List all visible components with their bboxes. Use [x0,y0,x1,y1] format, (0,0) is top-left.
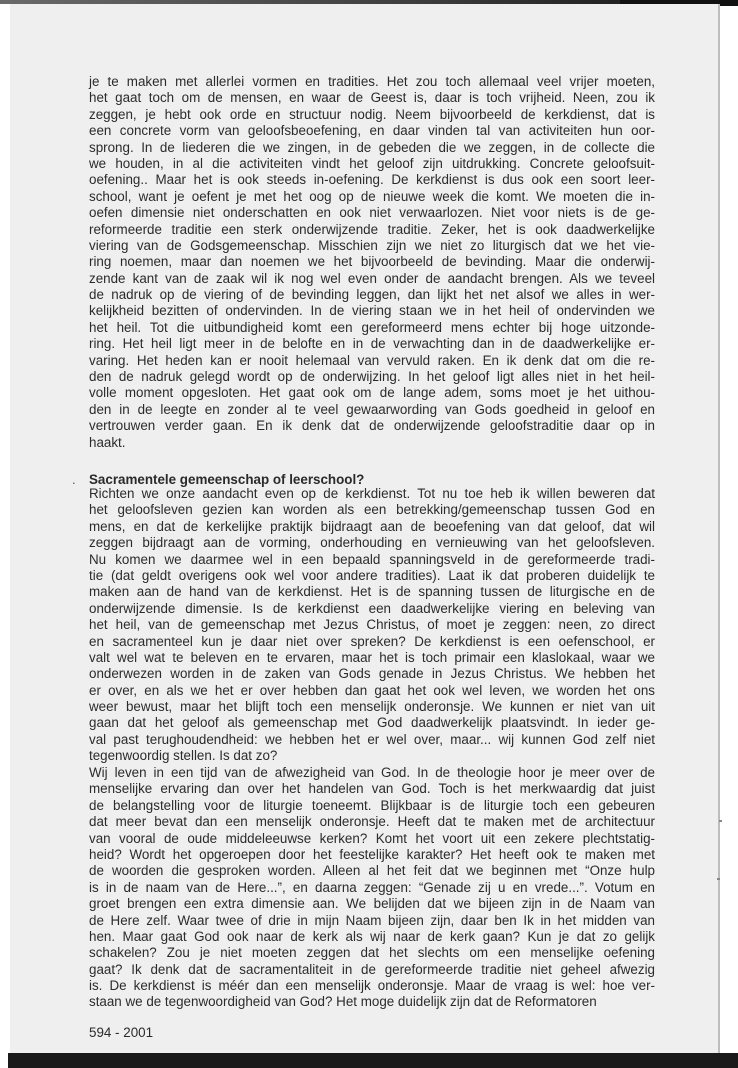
text-line: gaat? Ik denk dat de sacramentaliteit in de gereformeerde traditie niet geheel afwezig [89,961,655,977]
text-line: reformeerde traditie een sterk onderwijzende traditie. Zeker, het is ook daadwerkelijke [89,221,655,237]
scan-mark [719,820,722,822]
text-line: menselijke ervaring dan over het handelen van God. Toch is het merkwaardig dat juist [89,781,655,797]
text-line: tie (dat geldt overigens ook wel voor andere tradities). Laat ik dat proberen duidelijk te [89,567,655,583]
text-line: het gaat toch om de mensen, en waar de Geest is, daar is toch vrijheid. Neen, zou ik [89,90,655,106]
text-line: valt wel wat te beleven en te ervaren, maar het is toch primair een klaslokaal, waar we [89,649,655,665]
text-line: sprong. In de liederen die we zingen, in de gebeden die we zeggen, in de collecte die [89,139,655,155]
text-line: de belangstelling voor de liturgie toeneemt. Blijkbaar is de liturgie toch een gebeuren [89,797,655,813]
text-line: het heil. Tot die uitbundigheid komt een gereformeerd mens echter bij hoge uitzonde- [89,319,655,335]
text-line: den in de leegte en zonder al te veel gewaarwording van Gods goedheid in geloof en [89,401,655,417]
text-line: van vooral de oude middeleeuwse kerken? Komt het voort uit een zekere plechtstatig- [89,830,655,846]
text-line: groet brengen een extra dimensie aan. We belijden dat we bijeen zijn in de Naam van [89,896,655,912]
text-line: oefen dimensie niet onderschatten en ook niet verwaarlozen. Niet voor niets is de ge- [89,205,655,221]
text-line: viering van de Godsgemeenschap. Misschien zijn we niet zo liturgisch dat we het vie- [89,237,655,253]
section-heading: Sacramentele gemeenschap of leerschool? [89,472,365,487]
text-line: vertrouwen verder gaan. En ik denk dat de onderwijzende geloofstraditie daar op in [89,418,655,434]
text-line: onderwezen worden in de zaken van Gods genade in Jezus Christus. We hebben het [89,666,655,682]
text-line: de woorden die gesproken worden. Alleen al het feit dat we beginnen met “Onze hulp [89,863,655,879]
paragraph-1 [89,74,655,451]
text-line: Wij leven in een tijd van de afwezigheid van God. In de theologie hoor je meer over de [89,765,655,780]
text-line: het heil, van de gemeenschap met Jezus Christus, of moet je zeggen: neen, zo direct [89,617,655,633]
text-line: er over, en als we het er over hebben dan gaat het ook wel leven, we worden het ons [89,682,655,698]
paragraph-3 [89,765,655,1011]
text-line: val past terughoudendheid: we hebben het er wel over, maar... wij kunnen God zelf niet [89,731,655,747]
scan-mark [717,878,720,880]
text-line: mens, en dat de kerkelijke praktijk bijdraagt aan de beoefening van dat geloof, dat wil [89,518,655,534]
text-line: het geloofsleven gezien kan worden als een betrekking/gemeenschap tussen God en [89,502,655,518]
bullet-dot: . [72,472,76,487]
text-line: weer bewust, maar het blijft toch een menselijk onderonsje. We kunnen er niet van uit [89,699,655,715]
text-line: volle moment opgesloten. Het gaat ook om de lange adem, soms moet je het uithou- [89,385,655,401]
text-line: varing. Het heden kan er nooit helemaal van vervuld raken. En ik denk dat om die re- [89,352,655,368]
page-number: 594 - 2001 [89,1025,154,1040]
text-line: we houden, in al die activiteiten vindt het geloof zijn uitdrukking. Concrete geloofsuit- [89,155,655,171]
text-line: dat meer bevat dan een menselijk onderonsje. Heeft dat te maken met de architectuur [89,814,655,830]
text-line: ring noemen, maar dan noemen we het bijvoorbeeld de bevinding. Maar die onderwij- [89,254,655,270]
text-line: tegenwoordig stellen. Is dat zo? [89,748,278,764]
text-line: den de nadruk gelegd wordt op de onderwijzing. In het geloof ligt alles niet in het heil- [89,369,655,385]
text-line: oefening.. Maar het is ook steeds in-oefening. De kerkdienst is dus ook een soort leer- [89,172,655,188]
text-line: staan we de tegenwoordigheid van God? Het moge duidelijk zijn dat de Reformatoren [89,994,597,1010]
text-line: schakelen? Zou je niet moeten zeggen dat het slechts om een menselijke oefening [89,945,655,961]
text-line: is. De kerkdienst is méér dan een menselijk onderonsje. Maar de vraag is wel: hoe ver- [89,978,655,994]
page-right-edge [718,4,720,1053]
paragraph-2 [89,486,655,765]
text-line: ring. Het heil ligt meer in de belofte en in de verwachting dan in de daadwerkelijke er- [89,336,655,352]
text-line: maken aan de hand van de kerkdienst. Het is de spanning tussen de liturgische en de [89,584,655,600]
text-line: Richten we onze aandacht even op de kerkdienst. Tot nu toe heb ik willen beweren dat [89,486,655,501]
text-line: gaan dat het geloof als gemeenschap met God daadwerkelijk plaatsvindt. In ieder ge- [89,715,655,731]
text-line: een concrete vorm van geloofsbeoefening, en daar vinden tal van activiteiten hun oor- [89,123,655,139]
text-line: de Here zelf. Waar twee of drie in mijn Naam bijeen zijn, daar ben Ik in het midden van [89,912,655,928]
text-line: onderwijzende dimensie. Is de kerkdienst een daadwerkelijke viering en beleving van [89,600,655,616]
text-line: Nu komen we daarmee wel in een bepaald spanningsveld in de gereformeerde tradi- [89,551,655,567]
text-line: kelijkheid bezitten of ondervinden. In de viering staan we in het heil of ondervinden we [89,303,655,319]
text-line: en sacramenteel kun je daar niet over spreken? De kerkdienst is een oefenschool, er [89,633,655,649]
scan-bottom-edge [8,1053,738,1068]
text-line: heid? Wordt het opgeroepen door het feestelijke karakter? Het heeft ook te maken met [89,846,655,862]
text-line: hen. Maar gaat God ook naar de kerk als wij naar de kerk gaan? Kun je dat zo gelijk [89,928,655,944]
text-line: de nadruk op de viering of de bevinding leggen, dan lijkt het net alsof we alles in wer- [89,287,655,303]
text-line: haakt. [89,434,126,450]
text-line: is in de naam van de Here...”, en daarna zeggen: “Genade zij u en vrede...”. Votum en [89,879,655,895]
text-line: je te maken met allerlei vormen en tradities. Het zou toch allemaal veel vrijer moeten, [89,74,655,89]
text-line: zeggen, je hebt ook orde en structuur nodig. Neem bijvoorbeeld de kerkdienst, dat is [89,106,655,122]
text-line: zende kant van de zaak wil ik nog wel even onder de aandacht brengen. Als we teveel [89,270,655,286]
text-line: school, want je oefent je met het oog op de nieuwe week die komt. We moeten die in- [89,188,655,204]
text-line: zeggen bijdraagt aan de vorming, onderhouding en vernieuwing van het geloofsleven. [89,535,655,551]
